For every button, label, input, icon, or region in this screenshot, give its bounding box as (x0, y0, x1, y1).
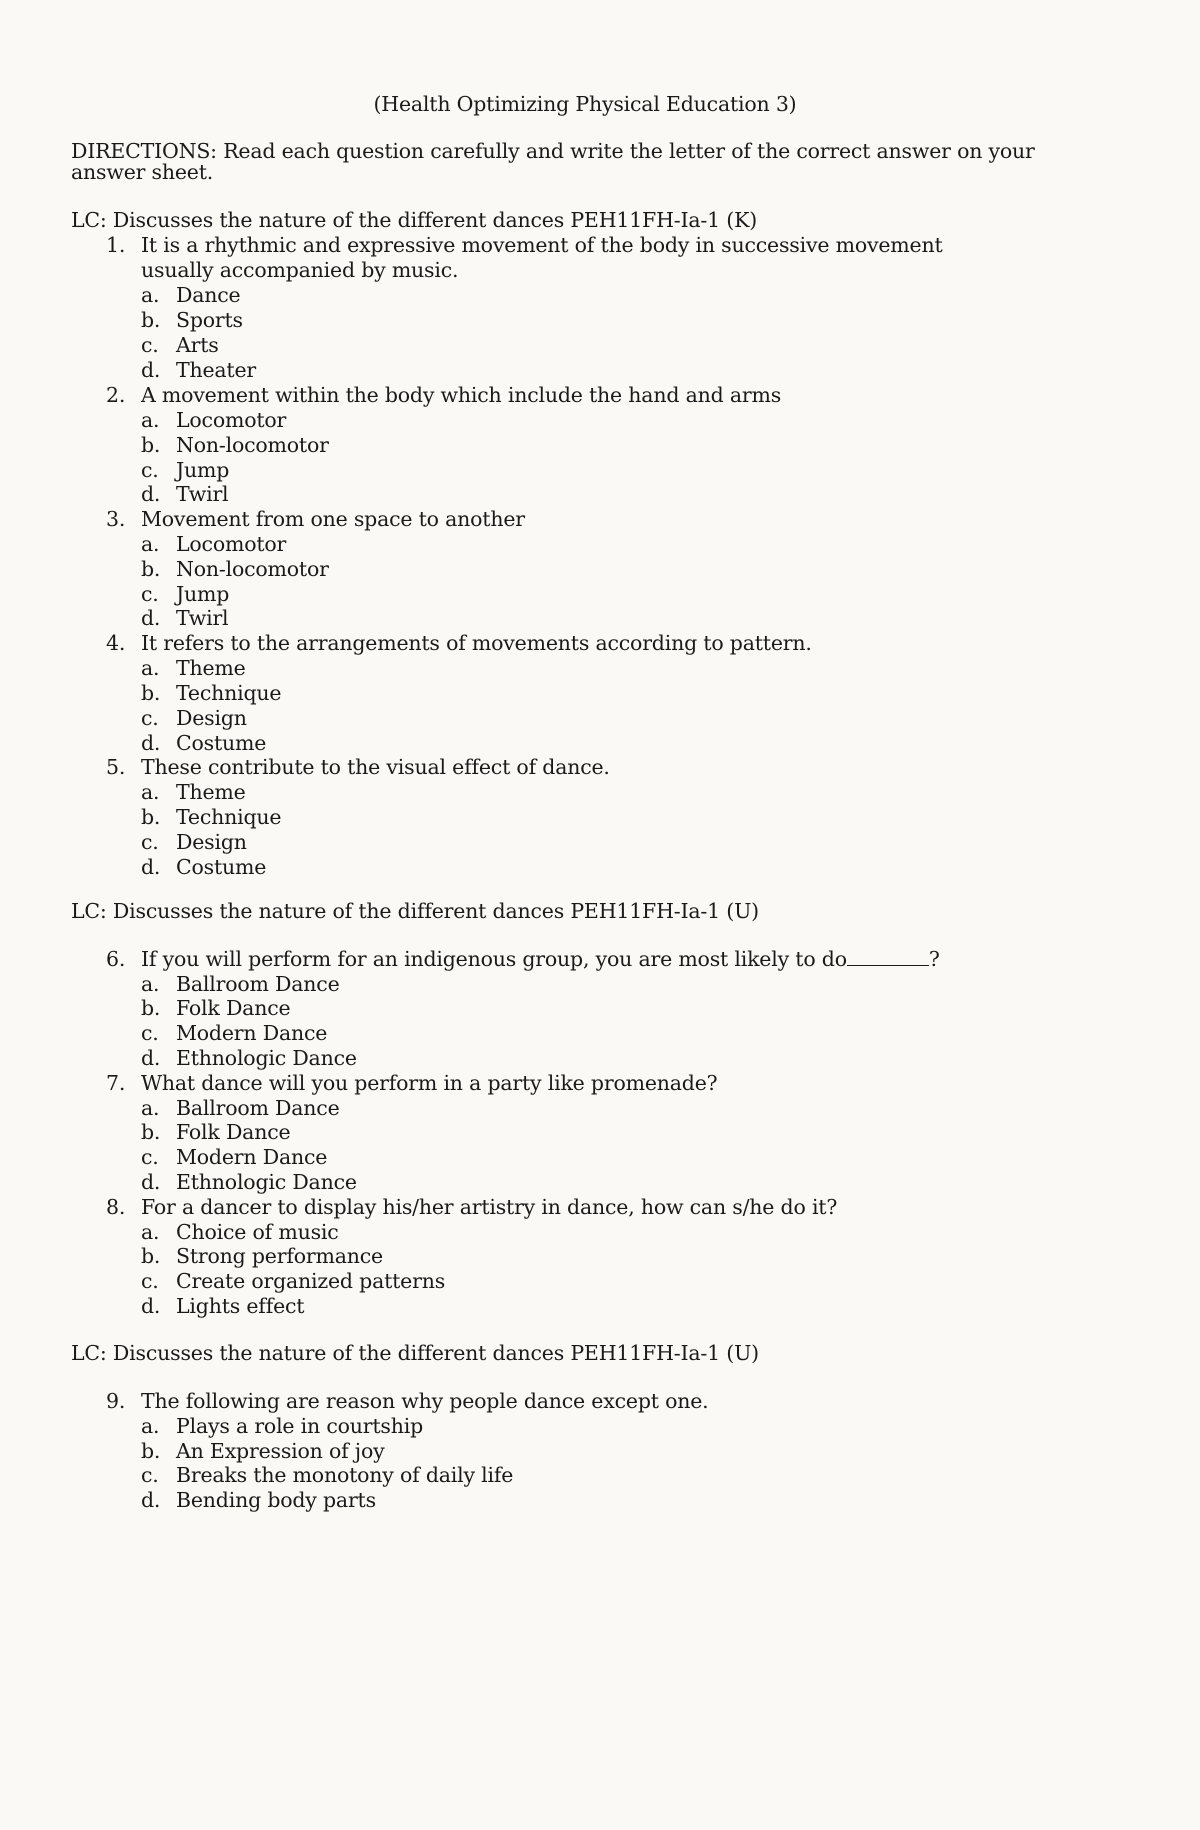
option-text: Ballroom Dance (176, 1096, 340, 1120)
question-number: 8. (106, 1195, 126, 1219)
option-letter: b. (141, 1244, 161, 1268)
option-text: Plays a role in courtship (176, 1414, 424, 1438)
option-letter: b. (141, 681, 161, 705)
option-text: Theme (176, 656, 246, 680)
option-letter: b. (141, 433, 161, 457)
option-text: Twirl (176, 482, 229, 506)
option-text: Ethnologic Dance (176, 1046, 357, 1070)
option-letter: d. (141, 482, 161, 506)
question-text-main: If you will perform for an indigenous group, you are most likely to do (141, 947, 847, 971)
option-letter: a. (141, 1220, 160, 1244)
option-letter: c. (141, 582, 159, 606)
option-text: Dance (176, 283, 241, 307)
option-letter: c. (141, 333, 159, 357)
option-letter: a. (141, 1414, 160, 1438)
option-text: Non-locomotor (176, 433, 329, 457)
question-text: It refers to the arrangements of movements according to pattern. (141, 631, 812, 655)
option-text: Locomotor (176, 532, 287, 556)
option-text: Bending body parts (176, 1488, 376, 1512)
question-text (141, 947, 940, 971)
question-number: 4. (106, 631, 126, 655)
option-text: Jump (176, 582, 230, 606)
page-title: (Health Optimizing Physical Education 3) (373, 92, 797, 116)
option-letter: a. (141, 1096, 160, 1120)
option-text: Modern Dance (176, 1021, 328, 1045)
question-text: These contribute to the visual effect of dance. (141, 755, 610, 779)
section-heading: LC: Discusses the nature of the different dances PEH11FH-Ia-1 (K) (71, 208, 758, 232)
question-text: Movement from one space to another (141, 507, 525, 531)
section-heading: LC: Discusses the nature of the different dances PEH11FH-Ia-1 (U) (71, 1341, 759, 1365)
option-text: Ethnologic Dance (176, 1170, 357, 1194)
option-letter: d. (141, 731, 161, 755)
option-text: Arts (176, 333, 219, 357)
question-number: 6. (106, 947, 126, 971)
question-text: A movement within the body which include the hand and arms (141, 383, 782, 407)
option-letter: c. (141, 1463, 159, 1487)
option-text: Jump (176, 458, 230, 482)
option-letter: c. (141, 830, 159, 854)
option-text: Breaks the monotony of daily life (176, 1463, 514, 1487)
question-number: 2. (106, 383, 126, 407)
option-letter: b. (141, 1120, 161, 1144)
question-number: 1. (106, 233, 126, 257)
option-text: Design (176, 706, 247, 730)
option-letter: b. (141, 557, 161, 581)
option-text: Ballroom Dance (176, 972, 340, 996)
option-text: Costume (176, 855, 267, 879)
option-letter: b. (141, 805, 161, 829)
option-letter: a. (141, 532, 160, 556)
question-number: 7. (106, 1071, 126, 1095)
option-text: Folk Dance (176, 1120, 291, 1144)
option-letter: c. (141, 706, 159, 730)
option-text: Technique (176, 805, 282, 829)
option-letter: b. (141, 996, 161, 1020)
option-text: Non-locomotor (176, 557, 329, 581)
option-letter: d. (141, 1294, 161, 1318)
option-letter: d. (141, 358, 161, 382)
option-letter: a. (141, 656, 160, 680)
option-text: Locomotor (176, 408, 287, 432)
option-letter: c. (141, 1021, 159, 1045)
question-suffix: ? (928, 947, 940, 971)
option-letter: a. (141, 972, 160, 996)
question-number: 9. (106, 1389, 126, 1413)
option-letter: a. (141, 283, 160, 307)
option-letter: d. (141, 606, 161, 630)
answer-blank (847, 949, 929, 966)
option-letter: a. (141, 780, 160, 804)
question-text: What dance will you perform in a party like promenade? (141, 1071, 718, 1095)
question-text: It is a rhythmic and expressive movement of the body in successive movement usually accompanied by music. (141, 233, 943, 282)
option-text: Theater (176, 358, 256, 382)
section-heading: LC: Discusses the nature of the different dances PEH11FH-Ia-1 (U) (71, 899, 759, 923)
option-text: Lights effect (176, 1294, 305, 1318)
option-letter: d. (141, 1046, 161, 1070)
option-letter: d. (141, 1488, 161, 1512)
option-text: Sports (176, 308, 243, 332)
option-letter: d. (141, 1170, 161, 1194)
directions-text: DIRECTIONS: Read each question carefully and write the letter of the correct answer on your answer sheet. (71, 139, 1035, 184)
option-text: Modern Dance (176, 1145, 328, 1169)
option-text: Technique (176, 681, 282, 705)
option-letter: b. (141, 1439, 161, 1463)
option-letter: c. (141, 1269, 159, 1293)
option-letter: b. (141, 308, 161, 332)
option-text: Choice of music (176, 1220, 339, 1244)
option-text: Create organized patterns (176, 1269, 446, 1293)
option-text: Costume (176, 731, 267, 755)
question-number: 3. (106, 507, 126, 531)
question-number: 5. (106, 755, 126, 779)
option-text: Strong performance (176, 1244, 383, 1268)
option-text: Folk Dance (176, 996, 291, 1020)
question-text: The following are reason why people dance except one. (141, 1389, 709, 1413)
option-text: An Expression of joy (176, 1439, 385, 1463)
question-text: For a dancer to display his/her artistry in dance, how can s/he do it? (141, 1195, 838, 1219)
option-letter: a. (141, 408, 160, 432)
option-text: Theme (176, 780, 246, 804)
option-letter: c. (141, 1145, 159, 1169)
option-letter: c. (141, 458, 159, 482)
option-letter: d. (141, 855, 161, 879)
option-text: Design (176, 830, 247, 854)
option-text: Twirl (176, 606, 229, 630)
